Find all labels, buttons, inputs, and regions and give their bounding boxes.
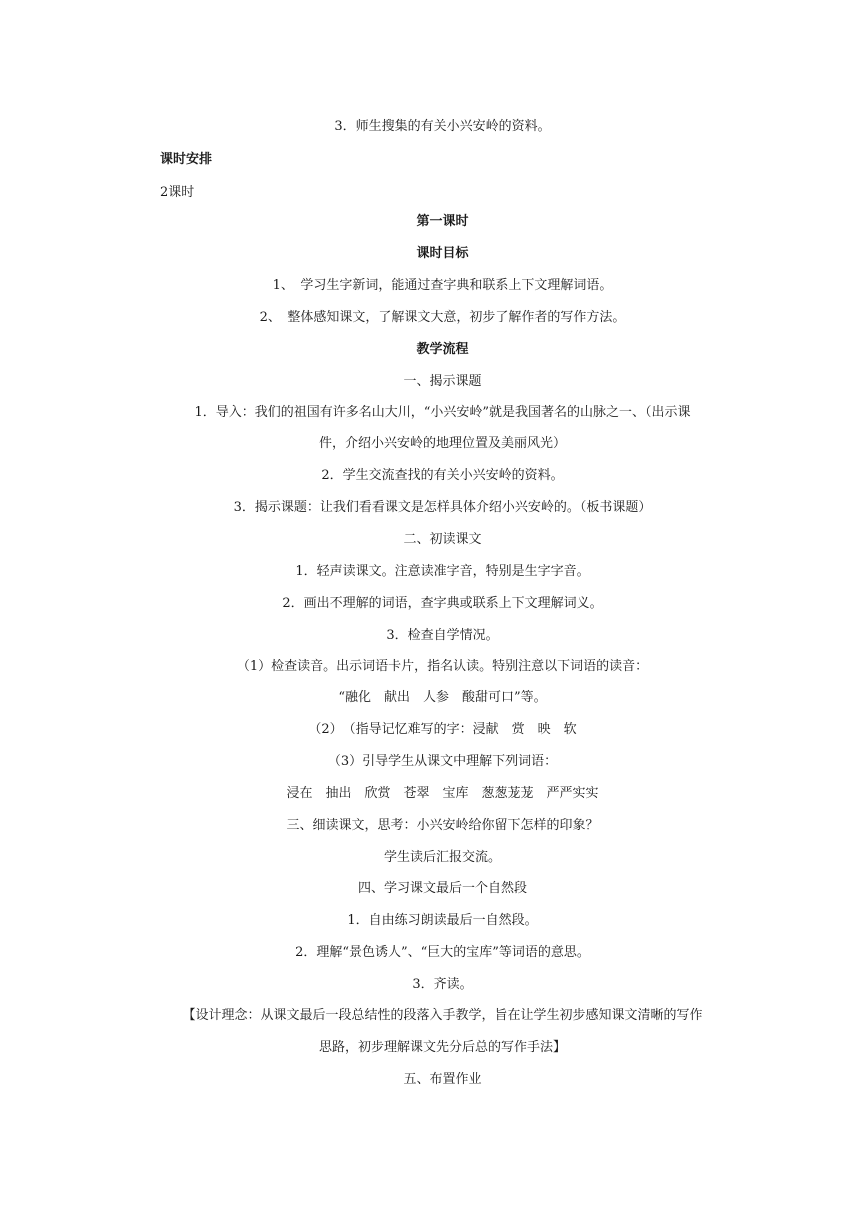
section-heading: 课时安排 <box>160 152 213 167</box>
paragraph-line: 2．画出不理解的词语，查字典或联系上下文理解词义。 <box>282 596 603 611</box>
paragraph-line: “融化 献出 人参 酸甜可口”等。 <box>338 690 547 705</box>
section-heading: 第一课时 <box>416 214 469 229</box>
paragraph-line: 五、布置作业 <box>403 1072 482 1087</box>
paragraph-line: 2课时 <box>160 185 195 200</box>
paragraph-line: 【设计理念：从课文最后一段总结性的段落入手教学，旨在让学生初步感知课文清晰的写作 <box>182 1008 703 1023</box>
paragraph-line: 3．揭示课题：让我们看看课文是怎样具体介绍小兴安岭的。（板书课题） <box>233 500 652 515</box>
paragraph-line: （2） （指导记忆难写的字：浸献 赏 映 软 <box>308 722 577 737</box>
paragraph-line: 1．导入：我们的祖国有许多名山大川，“小兴安岭”就是我国著名的山脉之一、（出示课 <box>194 405 691 420</box>
paragraph-line: 3．齐读。 <box>412 977 473 992</box>
paragraph-line: 件，介绍小兴安岭的地理位置及美丽风光） <box>318 436 566 451</box>
paragraph-line: 思路，初步理解课文先分后总的写作手法】 <box>318 1040 566 1055</box>
paragraph-line: 学生读后汇报交流。 <box>383 850 501 865</box>
paragraph-line: 浸在 抽出 欣赏 苍翠 宝库 葱葱茏茏 严严实实 <box>286 786 599 801</box>
paragraph-line: （3）引导学生从课文中理解下列词语： <box>327 754 558 769</box>
paragraph-line: 三、细读课文，思考：小兴安岭给你留下怎样的印象？ <box>286 818 599 833</box>
section-heading: 教学流程 <box>416 342 469 357</box>
paragraph-line: 3．检查自学情况。 <box>386 628 499 643</box>
paragraph-line: 1．轻声读课文。注意读准字音，特别是生字字音。 <box>295 564 590 579</box>
paragraph-line: 一、揭示课题 <box>403 374 482 389</box>
section-heading: 课时目标 <box>416 246 469 261</box>
paragraph-line: 1、 学习生字新词，能通过查字典和联系上下文理解词语。 <box>272 278 613 293</box>
paragraph-line: 3．师生搜集的有关小兴安岭的资料。 <box>334 119 551 134</box>
paragraph-line: 2、 整体感知课文，了解课文大意，初步了解作者的写作方法。 <box>259 310 626 325</box>
paragraph-line: 1．自由练习朗读最后一自然段。 <box>347 913 538 928</box>
paragraph-line: 四、学习课文最后一个自然段 <box>357 881 527 896</box>
paragraph-line: 二、初读课文 <box>403 532 482 547</box>
paragraph-line: 2．学生交流查找的有关小兴安岭的资料。 <box>321 468 564 483</box>
paragraph-line: 2．理解“景色诱人”、“巨大的宝库”等词语的意思。 <box>295 945 590 960</box>
paragraph-line: （1）检查读音。出示词语卡片，指名认读。特别注意以下词语的读音： <box>236 659 649 674</box>
